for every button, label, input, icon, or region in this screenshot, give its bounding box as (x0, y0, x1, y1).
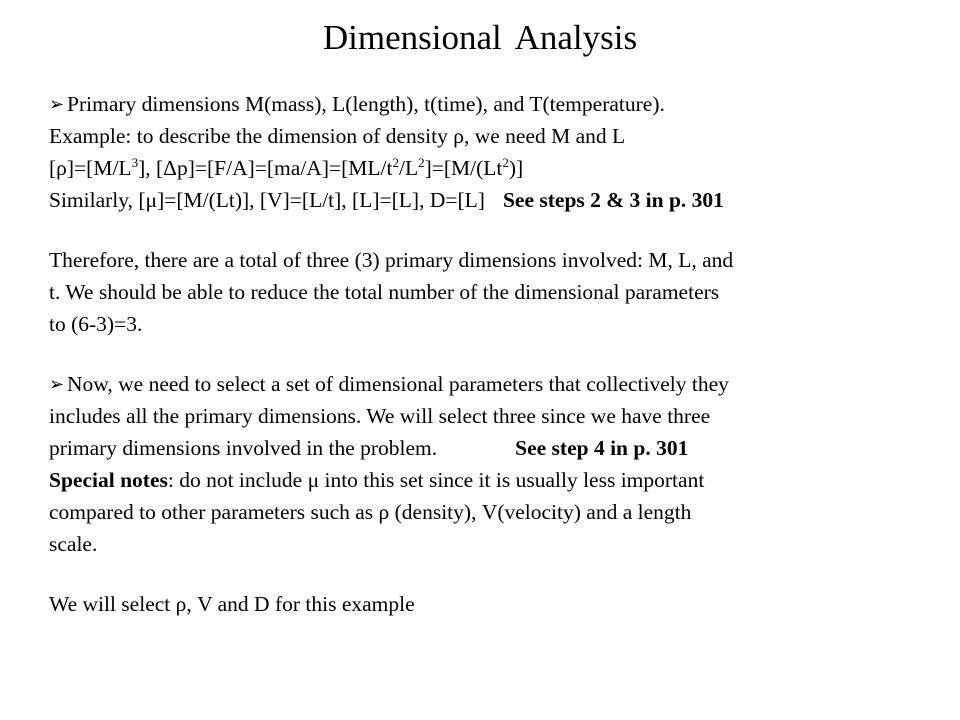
primary-dimensions-problem-line (49, 432, 919, 464)
equation-sup-a: 3 (131, 155, 139, 170)
select-parameters-line (49, 368, 919, 400)
arrow-bullet-icon: ➢ (49, 94, 65, 114)
equation-sup-c: 2 (418, 155, 425, 170)
density-pressure-equation (49, 152, 919, 184)
includes-dimensions-line: includes all the primary dimensions. We will select three since we have three (49, 404, 711, 428)
special-notes-text: : do not include μ into this set since it is usually less important (167, 468, 705, 492)
equation-sup-d: 2 (502, 155, 509, 170)
equation-part-d: ]=[M/(Lt (424, 156, 503, 180)
similarly-dimensions-line (49, 184, 919, 216)
slide-title: Dimensional Analysis (322, 18, 638, 57)
similarly-dimensions-text: Similarly, [μ]=[M/(Lt)], [V]=[L/t], [L]=[L], D=[L] (49, 188, 485, 212)
slide-body (49, 88, 919, 620)
paragraph-gap (49, 216, 919, 244)
primary-dimensions-line (49, 88, 919, 120)
therefore-line-3: to (6-3)=3. (49, 312, 143, 336)
selection-conclusion-line: We will select ρ, V and D for this example (49, 592, 415, 616)
compared-parameters-line: compared to other parameters such as ρ (density), V(velocity) and a length (49, 500, 692, 524)
equation-part-a: [ρ]=[M/L (49, 156, 132, 180)
therefore-line-2: t. We should be able to reduce the total number of the dimensional parameters (49, 280, 720, 304)
equation-part-e: )] (508, 156, 524, 180)
density-example-line: Example: to describe the dimension of density ρ, we need M and L (49, 124, 626, 148)
primary-dimensions-problem-text: primary dimensions involved in the problem. (49, 436, 438, 460)
steps-2-3-reference: See steps 2 & 3 in p. 301 (502, 188, 724, 212)
arrow-bullet-icon: ➢ (49, 374, 65, 394)
step-4-reference: See step 4 in p. 301 (515, 436, 689, 460)
select-parameters-text: Now, we need to select a set of dimensional parameters that collectively they (67, 372, 729, 396)
scale-line: scale. (49, 532, 98, 556)
primary-dimensions-text: Primary dimensions M(mass), L(length), t(time), and T(temperature). (67, 92, 665, 116)
equation-part-c: /L (398, 156, 419, 180)
special-notes-label: Special notes (49, 468, 168, 492)
paragraph-gap (49, 340, 919, 368)
equation-sup-b: 2 (392, 155, 399, 170)
special-notes-line (49, 464, 919, 496)
equation-part-b: ], [Δp]=[F/A]=[ma/A]=[ML/t (138, 156, 393, 180)
paragraph-gap (49, 560, 919, 588)
therefore-line-1: Therefore, there are a total of three (3) primary dimensions involved: M, L, and (49, 248, 734, 272)
